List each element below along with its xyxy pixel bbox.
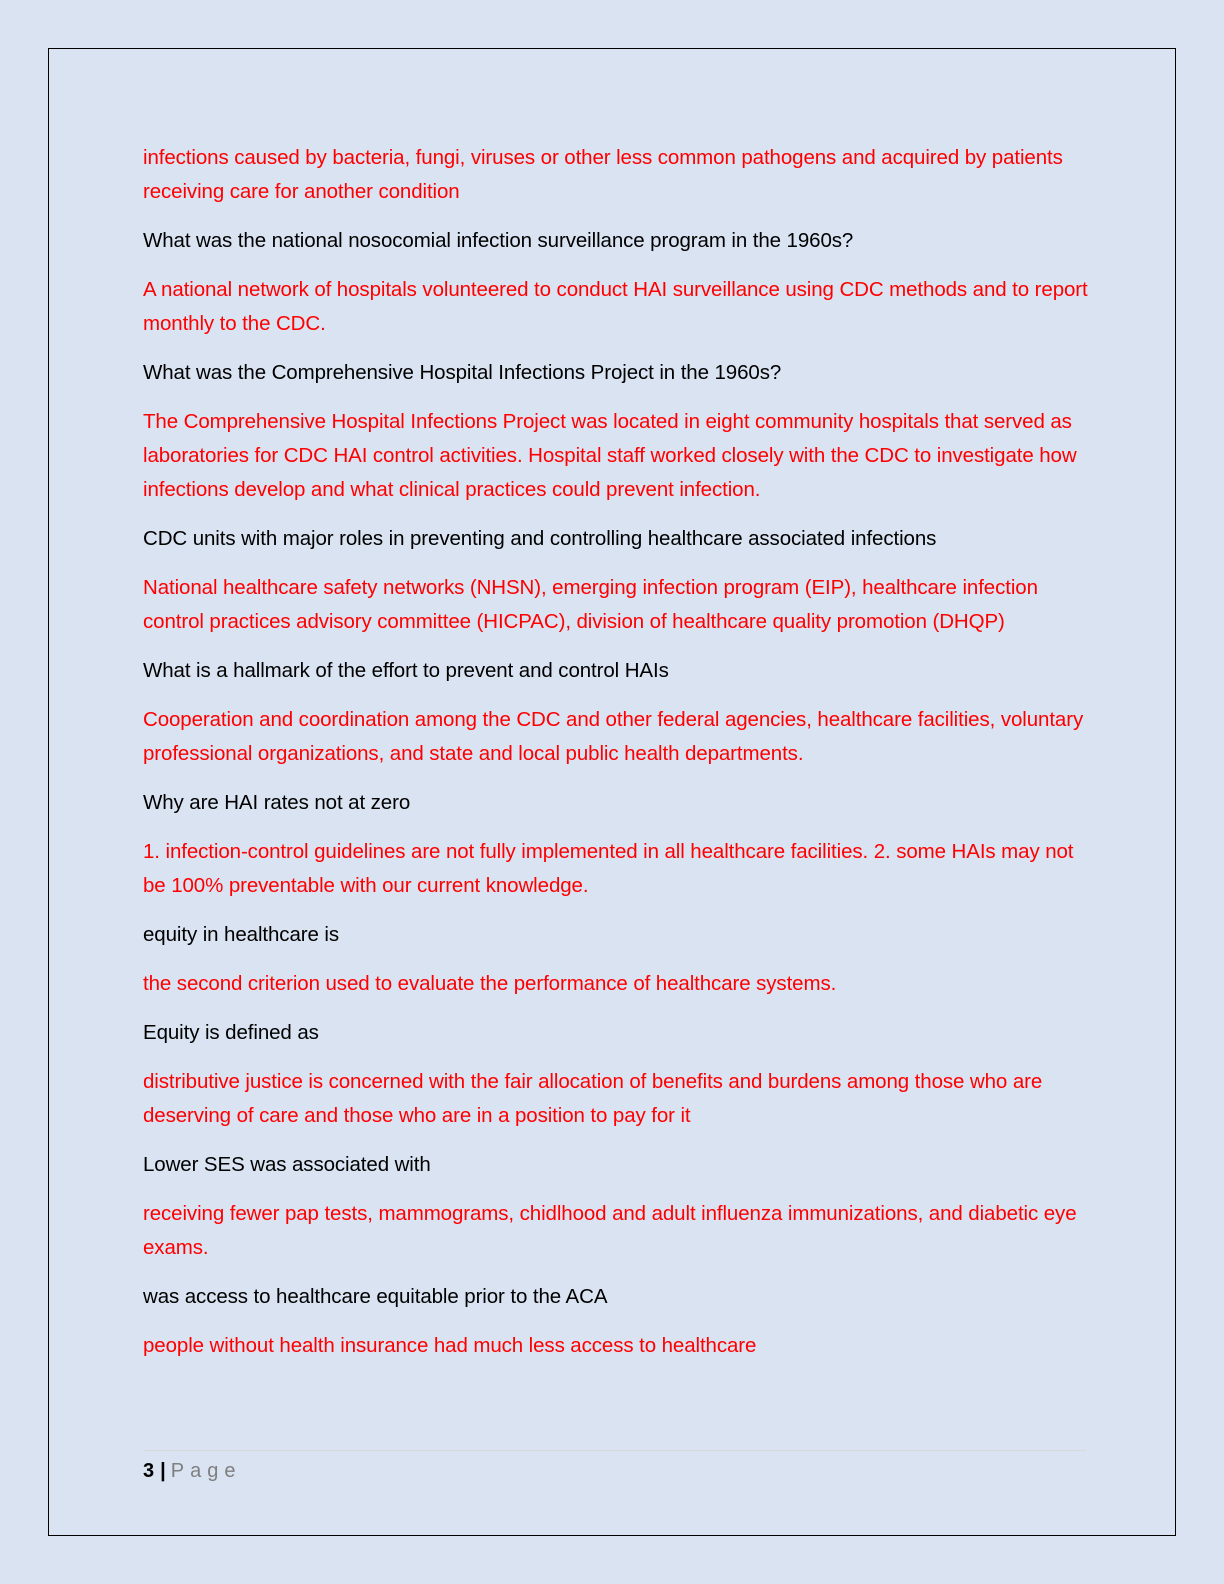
question-paragraph: Lower SES was associated with xyxy=(143,1153,431,1176)
answer-paragraph: A national network of hospitals volunteered to conduct HAI surveillance using CDC methods and to report monthly to the CDC. xyxy=(143,278,1088,335)
question-paragraph: was access to healthcare equitable prior to the ACA xyxy=(143,1285,608,1308)
page-number: 3 xyxy=(143,1460,155,1482)
answer-paragraph: infections caused by bacteria, fungi, viruses or other less common pathogens and acquired by patients receiving care for another condition xyxy=(143,146,1063,203)
answer-paragraph: receiving fewer pap tests, mammograms, chidlhood and adult influenza immunizations, and diabetic eye exams. xyxy=(143,1202,1077,1259)
question-paragraph: What is a hallmark of the effort to prevent and control HAIs xyxy=(143,659,669,682)
question-paragraph: equity in healthcare is xyxy=(143,923,339,946)
answer-paragraph: the second criterion used to evaluate the performance of healthcare systems. xyxy=(143,972,837,995)
answer-paragraph: distributive justice is concerned with the fair allocation of benefits and burdens among those who are deserving of care and those who are in a position to pay for it xyxy=(143,1070,1043,1127)
question-paragraph: What was the national nosocomial infection surveillance program in the 1960s? xyxy=(143,229,854,252)
question-paragraph: CDC units with major roles in preventing and controlling healthcare associated infections xyxy=(143,527,937,550)
answer-paragraph: National healthcare safety networks (NHSN), emerging infection program (EIP), healthcare infection control practices advisory committee (HICPAC), division of healthcare quality promotion (DHQP) xyxy=(143,576,1038,633)
footer-divider xyxy=(143,1450,1086,1451)
question-paragraph: Equity is defined as xyxy=(143,1021,319,1044)
answer-paragraph: The Comprehensive Hospital Infections Project was located in eight community hospitals that served as laboratories for CDC HAI control activities. Hospital staff worked closely with the CDC to investigate how infections develop and what clinical practices could prevent infection. xyxy=(143,410,1077,501)
footer-separator: | xyxy=(160,1460,166,1482)
answer-paragraph: people without health insurance had much less access to healthcare xyxy=(143,1334,757,1357)
document-body xyxy=(143,141,1088,1378)
page-label: Page xyxy=(170,1460,242,1482)
page-footer xyxy=(143,1457,241,1485)
question-paragraph: Why are HAI rates not at zero xyxy=(143,791,411,814)
answer-paragraph: Cooperation and coordination among the CDC and other federal agencies, healthcare facilities, voluntary professional organizations, and state and local public health departments. xyxy=(143,708,1084,765)
answer-paragraph: 1. infection-control guidelines are not fully implemented in all healthcare facilities. 2. some HAIs may not be 100% preventable with our current knowledge. xyxy=(143,840,1074,897)
question-paragraph: What was the Comprehensive Hospital Infections Project in the 1960s? xyxy=(143,361,782,384)
